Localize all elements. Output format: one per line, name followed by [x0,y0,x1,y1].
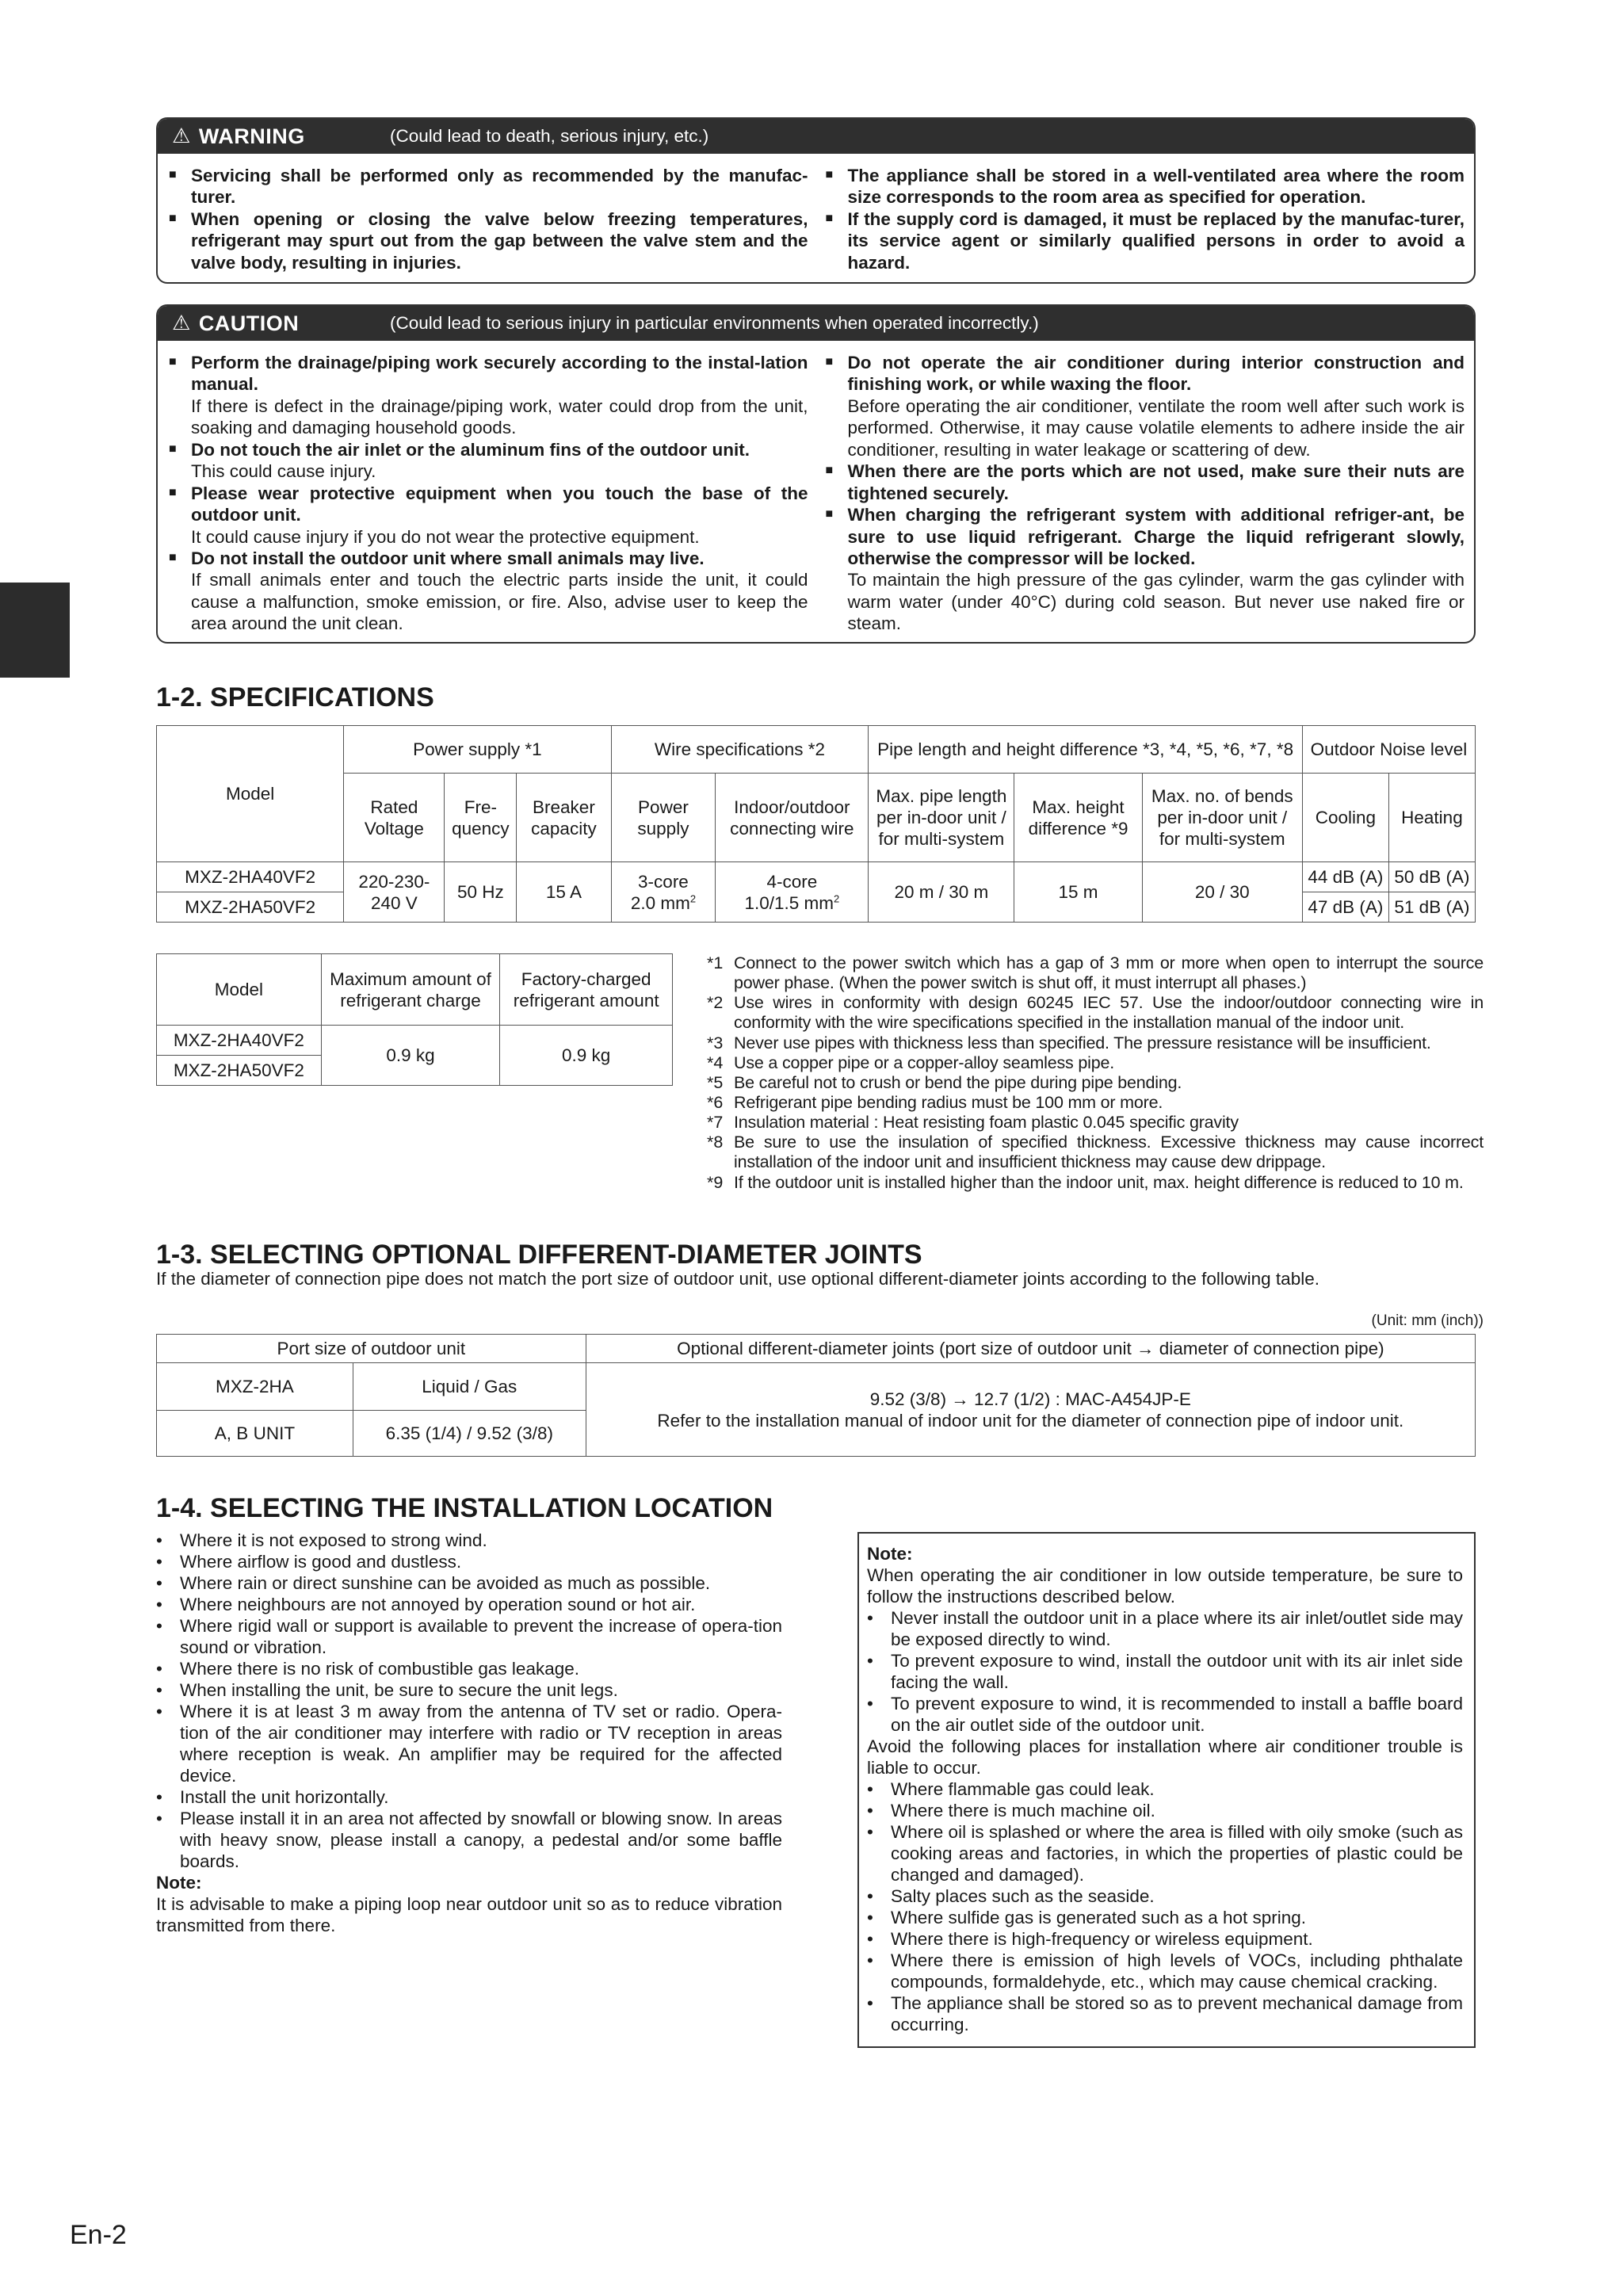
avoid-item-text: Where there is emission of high levels of VOCs, including phthalate compounds, formaldehyde, etc., which may cause chemical cracking. [891,1950,1463,1992]
specification-footnotes [707,953,1484,1193]
notice-item [169,352,808,439]
notice-item [826,504,1465,635]
bullet-icon: • [156,1530,162,1550]
bullet-icon: • [867,1651,873,1671]
location-note-text: It is advisable to make a piping loop near outdoor unit so as to reduce vibration transmitted from there. [156,1894,782,1935]
connecting-wire-header: Indoor/outdoor connecting wire [716,774,869,862]
footnote-text: Use a copper pipe or a copper-alloy seamless pipe. [734,1052,1114,1072]
caution-label: CAUTION [198,311,300,335]
location-item [156,1615,782,1658]
notice-item [826,165,1465,208]
bullet-icon: • [867,1886,873,1906]
footnote-text: Be careful not to crush or bend the pipe during pipe bending. [734,1072,1182,1092]
footnote-mark: *7 [707,1113,724,1133]
breaker-value: 15 A [517,862,611,923]
power-supply-wire-header: Power supply [611,774,716,862]
notice-item [169,439,808,483]
notice-item [826,460,1465,504]
footnote [707,993,1484,1033]
joints-model: MXZ-2HA [157,1363,353,1411]
location-item [156,1808,782,1872]
cooling-value-2: 47 dB (A) [1302,892,1388,923]
notice-item [826,352,1465,460]
footnote [707,1113,1484,1133]
location-item [156,1679,782,1701]
avoid-item-text: Where sulfide gas is generated such as a hot spring. [891,1908,1307,1927]
square-bullet-icon: ■ [169,168,177,181]
liquid-gas-header: Liquid / Gas [353,1363,586,1411]
bullet-icon: • [156,1787,162,1807]
cooling-value-1: 44 dB (A) [1302,862,1388,892]
avoid-item-text: The appliance shall be stored so as to prevent mechanical damage from occurring. [891,1993,1463,2034]
frequency-header: Fre-quency [445,774,517,862]
footnote [707,1053,1484,1073]
footnote-mark: *3 [707,1033,724,1052]
avoid-item-text: Salty places such as the seaside. [891,1886,1155,1906]
power-wire-value: 3-core 2.0 $mm^2$ [611,862,716,923]
wind-item [867,1693,1463,1736]
max-pipe-value: 20 m / 30 m [869,862,1014,923]
section-tab-marker [0,583,70,678]
bullet-icon: • [867,1929,873,1949]
notice-item-bold: If the supply cord is damaged, it must be replaced by the manufac-turer, its service agent or similarly qualified persons in order to avoid a hazard. [847,208,1465,273]
avoid-item-text: Where there is high-frequency or wireless equipment. [891,1929,1313,1949]
notice-item-bold: The appliance shall be stored in a well-ventilated area where the room size corresponds to the room area as specified for operation. [847,166,1465,208]
wind-item-text: Never install the outdoor unit in a place where its air inlet/outlet side may be exposed directly to wind. [891,1608,1463,1649]
location-item-text: Install the unit horizontally. [180,1787,389,1807]
footnote-text: If the outdoor unit is installed higher than the indoor unit, max. height difference is reduced to 10 m. [734,1172,1464,1192]
warning-triangle-icon: ⚠ [172,124,191,148]
unit-note: (Unit: mm (inch)) [1371,1312,1484,1329]
optional-joints-header: Optional different-diameter joints (port size of outdoor unit → diameter of connection pipe) [586,1335,1475,1363]
notice-item-bold: Do not touch the air inlet or the aluminum fins of the outdoor unit. [191,439,750,460]
wind-item-text: To prevent exposure to wind, install the outdoor unit with its air inlet side facing the wall. [891,1651,1463,1692]
location-item-text: Where there is no risk of combustible gas leakage. [180,1659,579,1679]
refrigerant-model-header: Model [157,954,322,1026]
wire-spec-header: Wire specifications *2 [611,726,869,774]
wind-item [867,1650,1463,1693]
footnote-text: Connect to the power switch which has a gap of 3 mm or more when open to interrupt the source power phase. (When the power switch is shut off, it must interrupt all phases.) [734,953,1484,993]
bullet-icon: • [867,1822,873,1842]
ab-unit-label: A, B UNIT [157,1411,353,1457]
voltage-value: 220-230-240 V [344,862,445,923]
caution-header [158,306,1474,341]
rated-voltage-header: Rated Voltage [344,774,445,862]
spec-model-1: MXZ-2HA40VF2 [157,862,344,892]
notice-item [169,165,808,208]
location-item [156,1572,782,1594]
location-item-text: Where airflow is good and dustless. [180,1552,462,1572]
footnote [707,1093,1484,1113]
square-bullet-icon: ■ [825,211,834,225]
bullet-icon: • [156,1659,162,1679]
location-item-text: Where rigid wall or support is available to prevent the increase of opera-tion sound or vibration. [180,1616,782,1657]
caution-left-column [169,352,819,635]
power-supply-header: Power supply *1 [344,726,611,774]
notice-item-detail: To maintain the high pressure of the gas cylinder, warm the gas cylinder with warm water (under 40°C) during cold season. But never use naked fire or steam. [847,570,1465,634]
notice-item-bold: Perform the drainage/piping work securely according to the instal-lation manual. [191,353,808,395]
spec-model-header: Model [157,726,344,862]
joints-table [156,1334,1476,1457]
notice-item-bold: When there are the ports which are not used, make sure their nuts are tightened securely. [847,461,1465,503]
warning-box [156,117,1476,284]
page-number: En-2 [70,2220,127,2250]
warning-right-column [819,165,1465,273]
bullet-icon: • [867,1608,873,1628]
joints-intro: If the diameter of connection pipe does not match the port size of outdoor unit, use optional different-diameter joints according to the following table. [156,1269,1319,1289]
notice-item-bold: Do not operate the air conditioner during interior construction and finishing work, or while waxing the floor. [847,353,1465,395]
caution-subtitle: (Could lead to serious injury in particular environments when operated incorrectly.) [390,313,1039,334]
specifications-table [156,725,1476,923]
cooling-header: Cooling [1302,774,1388,862]
max-amount-header: Maximum amount of refrigerant charge [321,954,500,1026]
notice-item [169,548,808,635]
avoid-item [867,1821,1463,1885]
heating-value-2: 51 dB (A) [1388,892,1475,923]
notice-item-bold: Do not install the outdoor unit where small animals may live. [191,548,705,568]
notebox-label: Note: [867,1544,913,1564]
location-item [156,1530,782,1551]
notice-item-bold: Please wear protective equipment when you touch the base of the outdoor unit. [191,483,808,525]
avoid-item [867,1778,1463,1800]
max-bends-value: 20 / 30 [1142,862,1302,923]
footnote [707,1073,1484,1093]
max-amount-value: 0.9 kg [321,1026,500,1086]
factory-charged-header: Factory-charged refrigerant amount [500,954,673,1026]
max-height-value: 15 m [1014,862,1142,923]
notice-item-bold: When opening or closing the valve below freezing temperatures, refrigerant may spurt out from the gap between the valve stem and the valve body, resulting in injuries. [191,208,808,273]
bullet-icon: • [156,1616,162,1636]
avoid-item-text: Where oil is splashed or where the area is filled with oily smoke (such as cooking areas and factories, in which the properties of plastic could be changed and damaged). [891,1822,1463,1885]
noise-level-header: Outdoor Noise level [1302,726,1475,774]
warning-header [158,119,1474,154]
bullet-icon: • [156,1702,162,1721]
connecting-wire-value: 4-core 1.0/1.5 $mm^2$ [716,862,869,923]
footnote-mark: *2 [707,993,724,1013]
frequency-value: 50 Hz [445,862,517,923]
bullet-icon: • [867,1779,873,1799]
heating-value-1: 50 dB (A) [1388,862,1475,892]
port-size-header: Port size of outdoor unit [157,1335,586,1363]
bullet-icon: • [156,1573,162,1593]
bullet-icon: • [156,1552,162,1572]
avoid-item [867,1950,1463,1992]
location-item [156,1658,782,1679]
notice-item [826,208,1465,273]
location-item-text: Where it is not exposed to strong wind. [180,1530,487,1550]
square-bullet-icon: ■ [169,550,177,564]
notice-item-detail: This could cause injury. [191,461,376,482]
joint-specification: 9.52 (3/8) → 12.7 (1/2) : MAC-A454JP-E Refer to the installation manual of indoor unit for the diameter of connection pipe of indoor unit. [586,1363,1475,1457]
footnote-mark: *6 [707,1092,724,1112]
max-pipe-header: Max. pipe length per in-door unit / for multi-system [869,774,1014,862]
joints-heading: 1-3. SELECTING OPTIONAL DIFFERENT-DIAMETER JOINTS [156,1240,922,1270]
footnote-text: Be sure to use the insulation of specified thickness. Excessive thickness may cause incorrect installation of the indoor unit and insufficient thickness may cause dew drippage. [734,1133,1484,1172]
location-heading: 1-4. SELECTING THE INSTALLATION LOCATION [156,1493,773,1523]
location-item-text: When installing the unit, be sure to secure the unit legs. [180,1680,618,1700]
bullet-icon: • [156,1595,162,1614]
location-list [156,1530,782,1936]
notice-item-bold: When charging the refrigerant system with additional refriger-ant, be sure to use liquid refrigerant. Charge the liquid refrigerant slowly, otherwise the compressor will be locked. [847,505,1465,568]
spec-model-2: MXZ-2HA50VF2 [157,892,344,923]
footnote-text: Insulation material : Heat resisting foam plastic 0.045 specific gravity [734,1113,1239,1133]
footnote-text: Use wires in conformity with design 60245 IEC 57. Use the indoor/outdoor connecting wire in conformity with the wire specifications specified in the installation manual of the indoor unit. [734,993,1484,1033]
bullet-icon: • [867,1801,873,1820]
notice-item-detail: If there is defect in the drainage/piping work, water could drop from the unit, soaking and damaging household goods. [191,395,808,438]
location-item [156,1701,782,1786]
notice-item-bold: Servicing shall be performed only as recommended by the manufac-turer. [191,166,808,208]
avoid-item [867,1800,1463,1821]
bullet-icon: • [867,1993,873,2013]
refrigerant-model-2: MXZ-2HA50VF2 [157,1056,322,1086]
square-bullet-icon: ■ [825,355,834,369]
location-item-text: Where it is at least 3 m away from the antenna of TV set or radio. Opera-tion of the air conditioner may interfere with radio or TV reception in areas where reception is weak. An amplifier may be required for the affected device. [180,1702,782,1786]
avoid-item [867,1885,1463,1907]
notice-item [169,483,808,548]
location-item [156,1594,782,1615]
heating-header: Heating [1388,774,1475,862]
footnote-mark: *5 [707,1072,724,1092]
caution-triangle-icon: ⚠ [172,311,191,335]
location-item-text: Please install it in an area not affected by snowfall or blowing snow. In areas with heavy snow, please install a canopy, a pedestal and/or some baffle boards. [180,1809,782,1871]
avoid-item [867,1928,1463,1950]
square-bullet-icon: ■ [169,485,177,499]
bullet-icon: • [867,1950,873,1970]
notebox-intro: When operating the air conditioner in low outside temperature, be sure to follow the instructions described below. [867,1565,1463,1606]
footnote [707,953,1484,993]
specifications-heading: 1-2. SPECIFICATIONS [156,682,434,712]
square-bullet-icon: ■ [169,211,177,225]
avoid-item-text: Where there is much machine oil. [891,1801,1155,1820]
pipe-length-header: Pipe length and height difference *3, *4, *5, *6, *7, *8 [869,726,1302,774]
caution-box [156,304,1476,644]
footnote-text: Never use pipes with thickness less than specified. The pressure resistance will be insufficient. [734,1033,1431,1052]
wind-item-text: To prevent exposure to wind, it is recommended to install a baffle board on the air outlet side of the outdoor unit. [891,1694,1463,1735]
avoid-item-text: Where flammable gas could leak. [891,1779,1155,1799]
bullet-icon: • [867,1908,873,1927]
breaker-header: Breaker capacity [517,774,611,862]
ab-unit-value: 6.35 (1/4) / 9.52 (3/8) [353,1411,586,1457]
notice-item [169,208,808,273]
location-note-label: Note: [156,1873,202,1893]
square-bullet-icon: ■ [825,168,834,181]
notice-item-detail: It could cause injury if you do not wear the protective equipment. [191,526,700,547]
footnote-mark: *9 [707,1172,724,1192]
square-bullet-icon: ■ [169,355,177,369]
location-item-text: Where rain or direct sunshine can be avoided as much as possible. [180,1573,711,1593]
notebox-avoid: Avoid the following places for installation where air conditioner trouble is liable to occur. [867,1736,1463,1778]
footnote [707,1033,1484,1053]
footnote-mark: *1 [707,953,724,972]
refrigerant-model-1: MXZ-2HA40VF2 [157,1026,322,1056]
factory-charged-value: 0.9 kg [500,1026,673,1086]
warning-subtitle: (Could lead to death, serious injury, etc.) [390,126,709,147]
footnote-mark: *4 [707,1052,724,1072]
refrigerant-table [156,953,673,1086]
bullet-icon: • [156,1809,162,1828]
location-item [156,1786,782,1808]
avoid-item [867,1992,1463,2035]
footnote [707,1133,1484,1172]
max-height-header: Max. height difference *9 [1014,774,1142,862]
warning-left-column [169,165,819,273]
wind-item [867,1607,1463,1650]
notice-item-detail: Before operating the air conditioner, ventilate the room well after such work is performed. Otherwise, it may cause volatile elements to adhere inside the air conditioner, resulting in water leakage or scattering of dew. [847,395,1465,460]
location-item-text: Where neighbours are not annoyed by operation sound or hot air. [180,1595,696,1614]
max-bends-header: Max. no. of bends per in-door unit / for multi-system [1142,774,1302,862]
low-temperature-note-box [857,1532,1476,2048]
footnote-text: Refrigerant pipe bending radius must be 100 mm or more. [734,1092,1163,1112]
footnote-mark: *8 [707,1133,724,1152]
caution-right-column [819,352,1465,635]
notice-item-detail: If small animals enter and touch the electric parts inside the unit, it could cause a malfunction, smoke emission, or fire. Also, advise user to keep the area around the unit clean. [191,570,808,634]
avoid-item [867,1907,1463,1928]
bullet-icon: • [156,1680,162,1700]
location-item [156,1551,782,1572]
footnote [707,1173,1484,1193]
square-bullet-icon: ■ [169,441,177,456]
square-bullet-icon: ■ [825,507,834,521]
bullet-icon: • [867,1694,873,1713]
warning-label: WARNING [198,124,305,148]
square-bullet-icon: ■ [825,464,834,478]
